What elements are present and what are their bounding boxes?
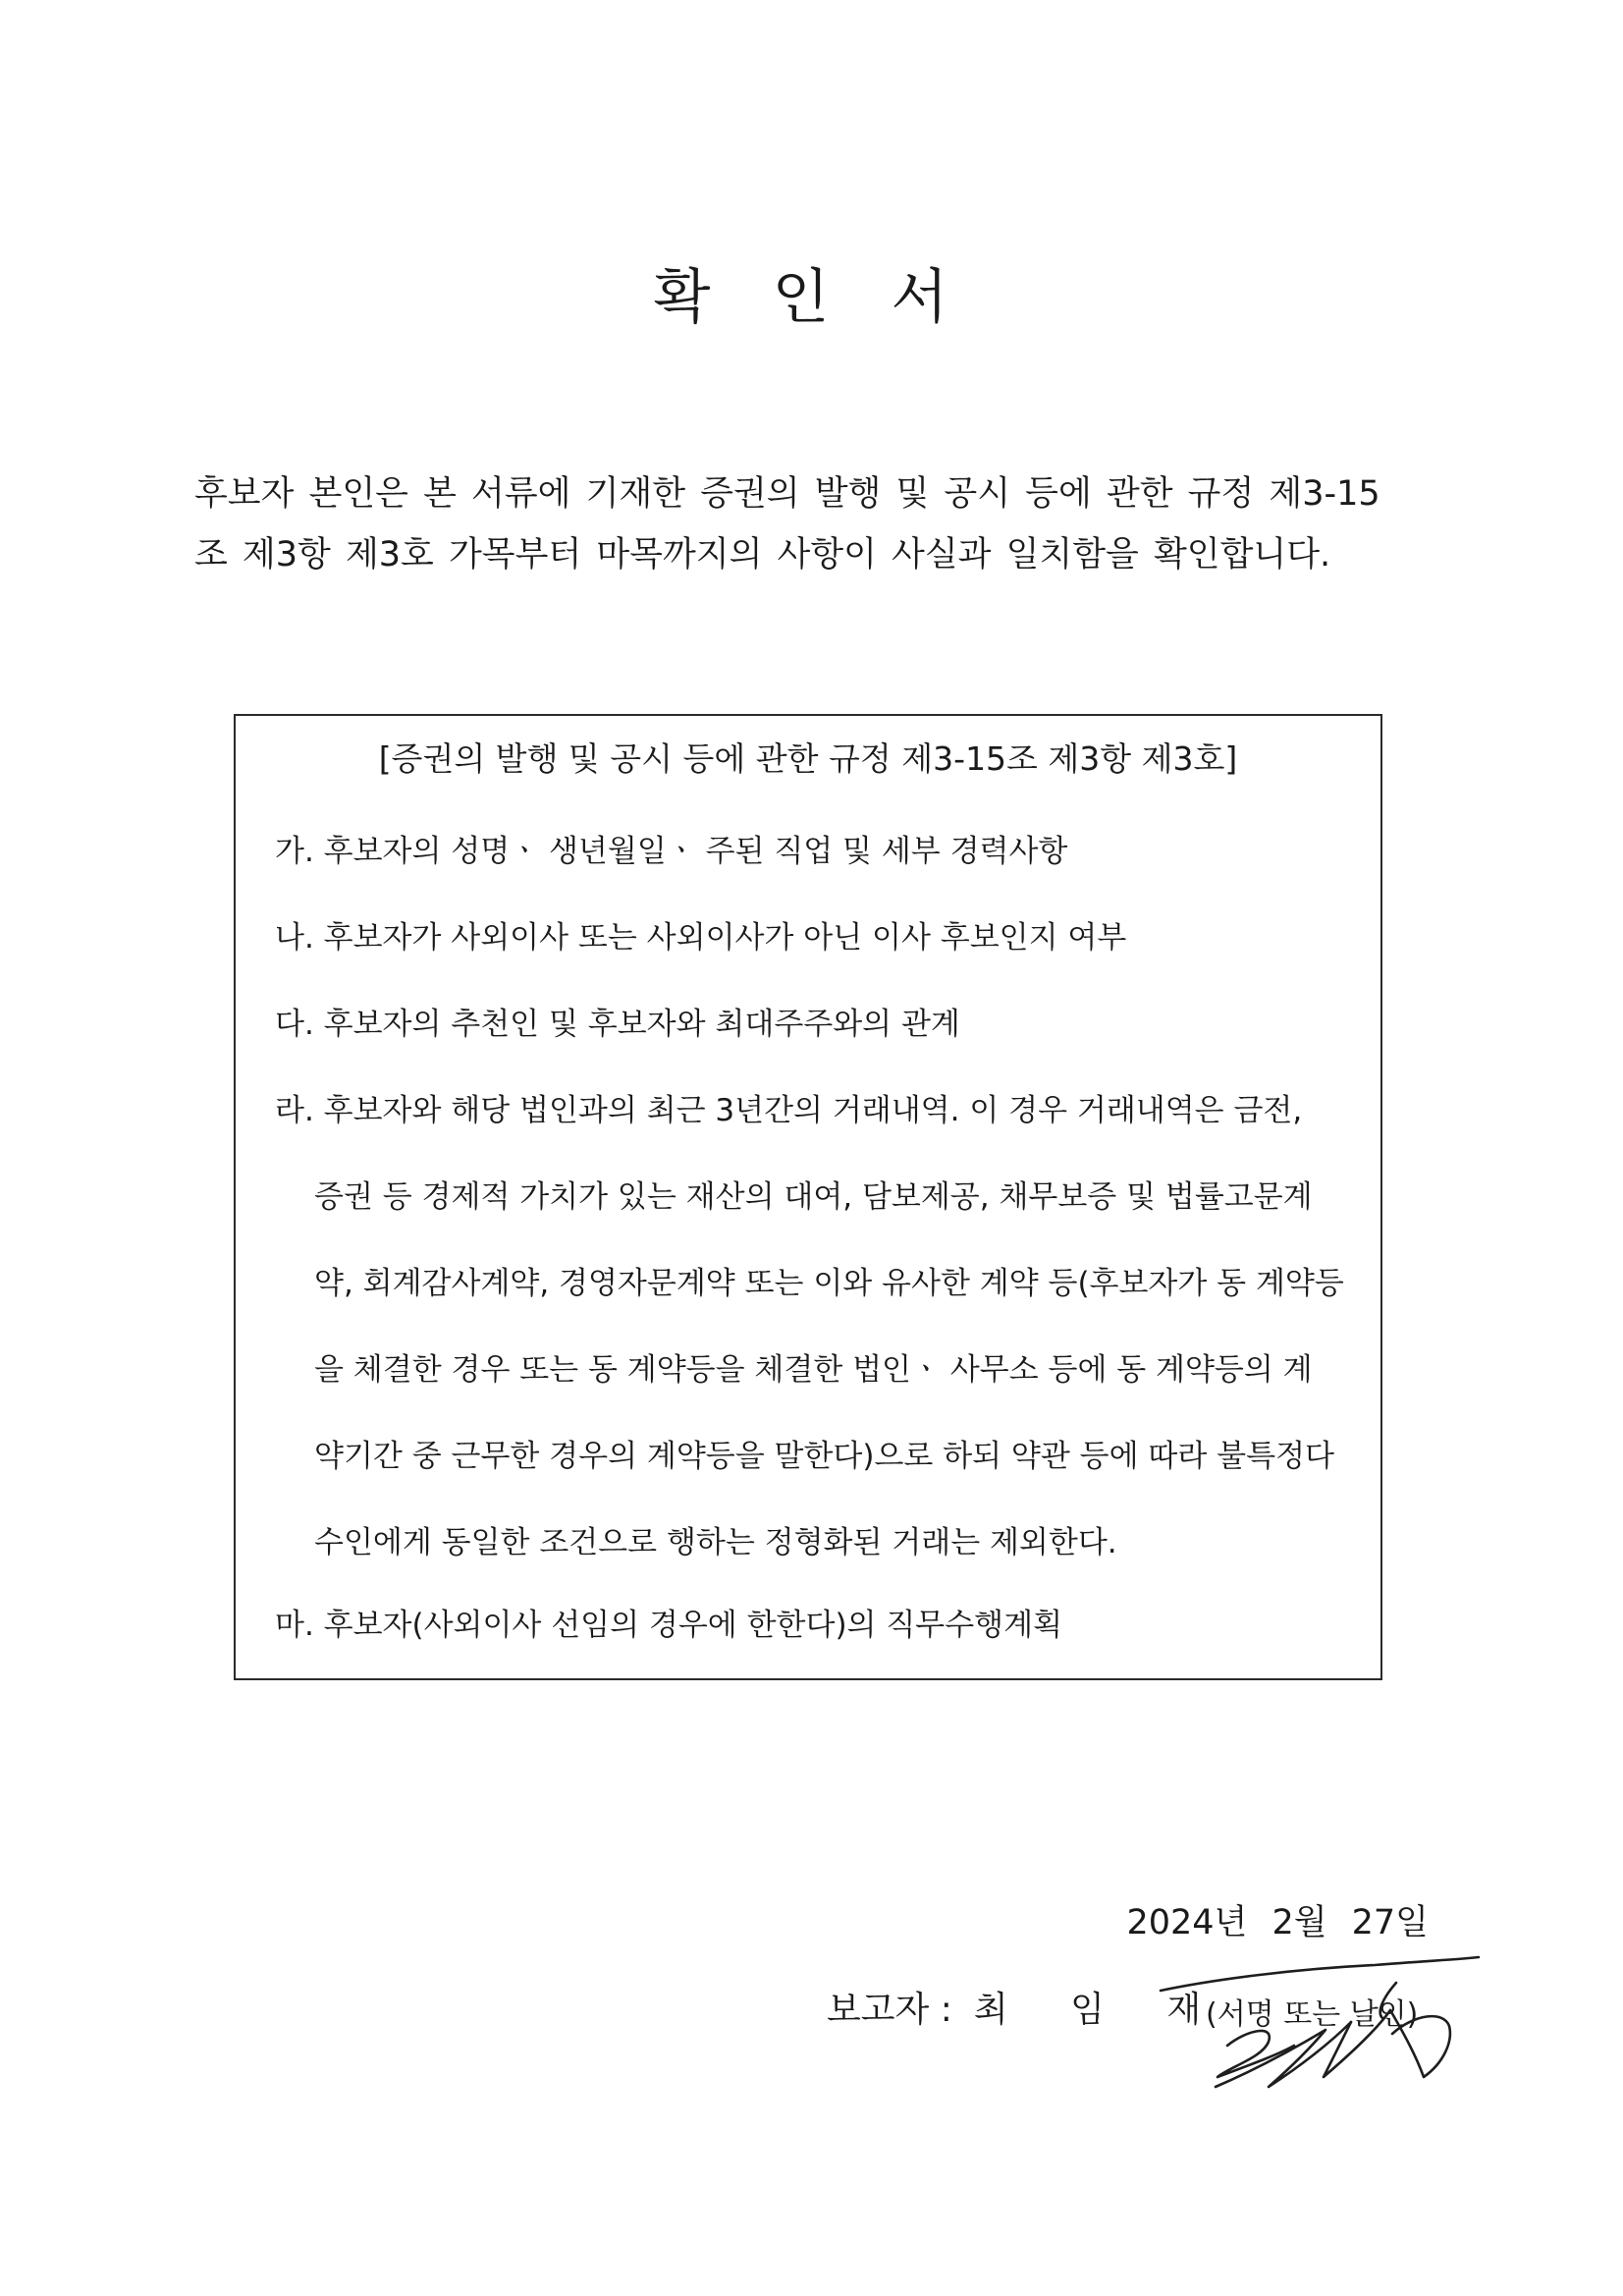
regulation-heading: [증권의 발행 및 공시 등에 관한 규정 제3-15조 제3항 제3호] [378,739,1238,778]
intro-line-1: 후보자 본인은 본 서류에 기재한 증권의 발행 및 공시 등에 관한 규정 제3-15 [194,474,1380,514]
regulation-item-ra-line-4: 을 체결한 경우 또는 동 계약등을 체결한 법인ㆍ 사무소 등에 동 계약등의 계 [314,1352,1313,1388]
regulation-item-ra-line-3: 약, 회계감사계약, 경영자문계약 또는 이와 유사한 계약 등(후보자가 동 계약등 [314,1266,1344,1301]
regulation-item-na: 나. 후보자가 사외이사 또는 사외이사가 아닌 이사 후보인지 여부 [275,920,1127,956]
regulation-item-da: 다. 후보자의 추천인 및 후보자와 최대주주와의 관계 [275,1007,960,1042]
regulation-item-ra-line-2: 증권 등 경제적 가치가 있는 재산의 대여, 담보제공, 채무보증 및 법률고문계 [314,1179,1313,1215]
handwritten-signature [1159,1940,1483,2116]
regulation-item-ma: 마. 후보자(사외이사 선임의 경우에 한한다)의 직무수행계획 [275,1608,1063,1643]
regulation-item-ra-line-6: 수인에게 동일한 조건으로 행하는 정형화된 거래는 제외한다. [314,1525,1117,1560]
signer-label: 보고자 : [827,1990,952,2030]
regulation-item-ra: 라. 후보자와 해당 법인과의 최근 3년간의 거래내역. 이 경우 거래내역은 금전, [275,1093,1303,1128]
regulation-box [234,714,1382,1680]
document-date: 2024년 2월 27일 [1126,1903,1429,1942]
intro-line-2: 조 제3항 제3호 가목부터 마목까지의 사항이 사실과 일치함을 확인합니다. [194,535,1331,574]
regulation-item-ra-line-5: 약기간 중 근무한 경우의 계약등을 말한다)으로 하되 약관 등에 따라 불특정다 [314,1439,1334,1474]
intro-paragraph [194,464,1461,585]
regulation-item-ga: 가. 후보자의 성명ㆍ 생년월일ㆍ 주된 직업 및 세부 경력사항 [275,834,1068,869]
signer-name: 최 임 재 [973,1990,1227,2030]
document-title: 확 인 서 [653,263,970,332]
signature-note: (서명 또는 날인) [1206,1997,1419,2032]
